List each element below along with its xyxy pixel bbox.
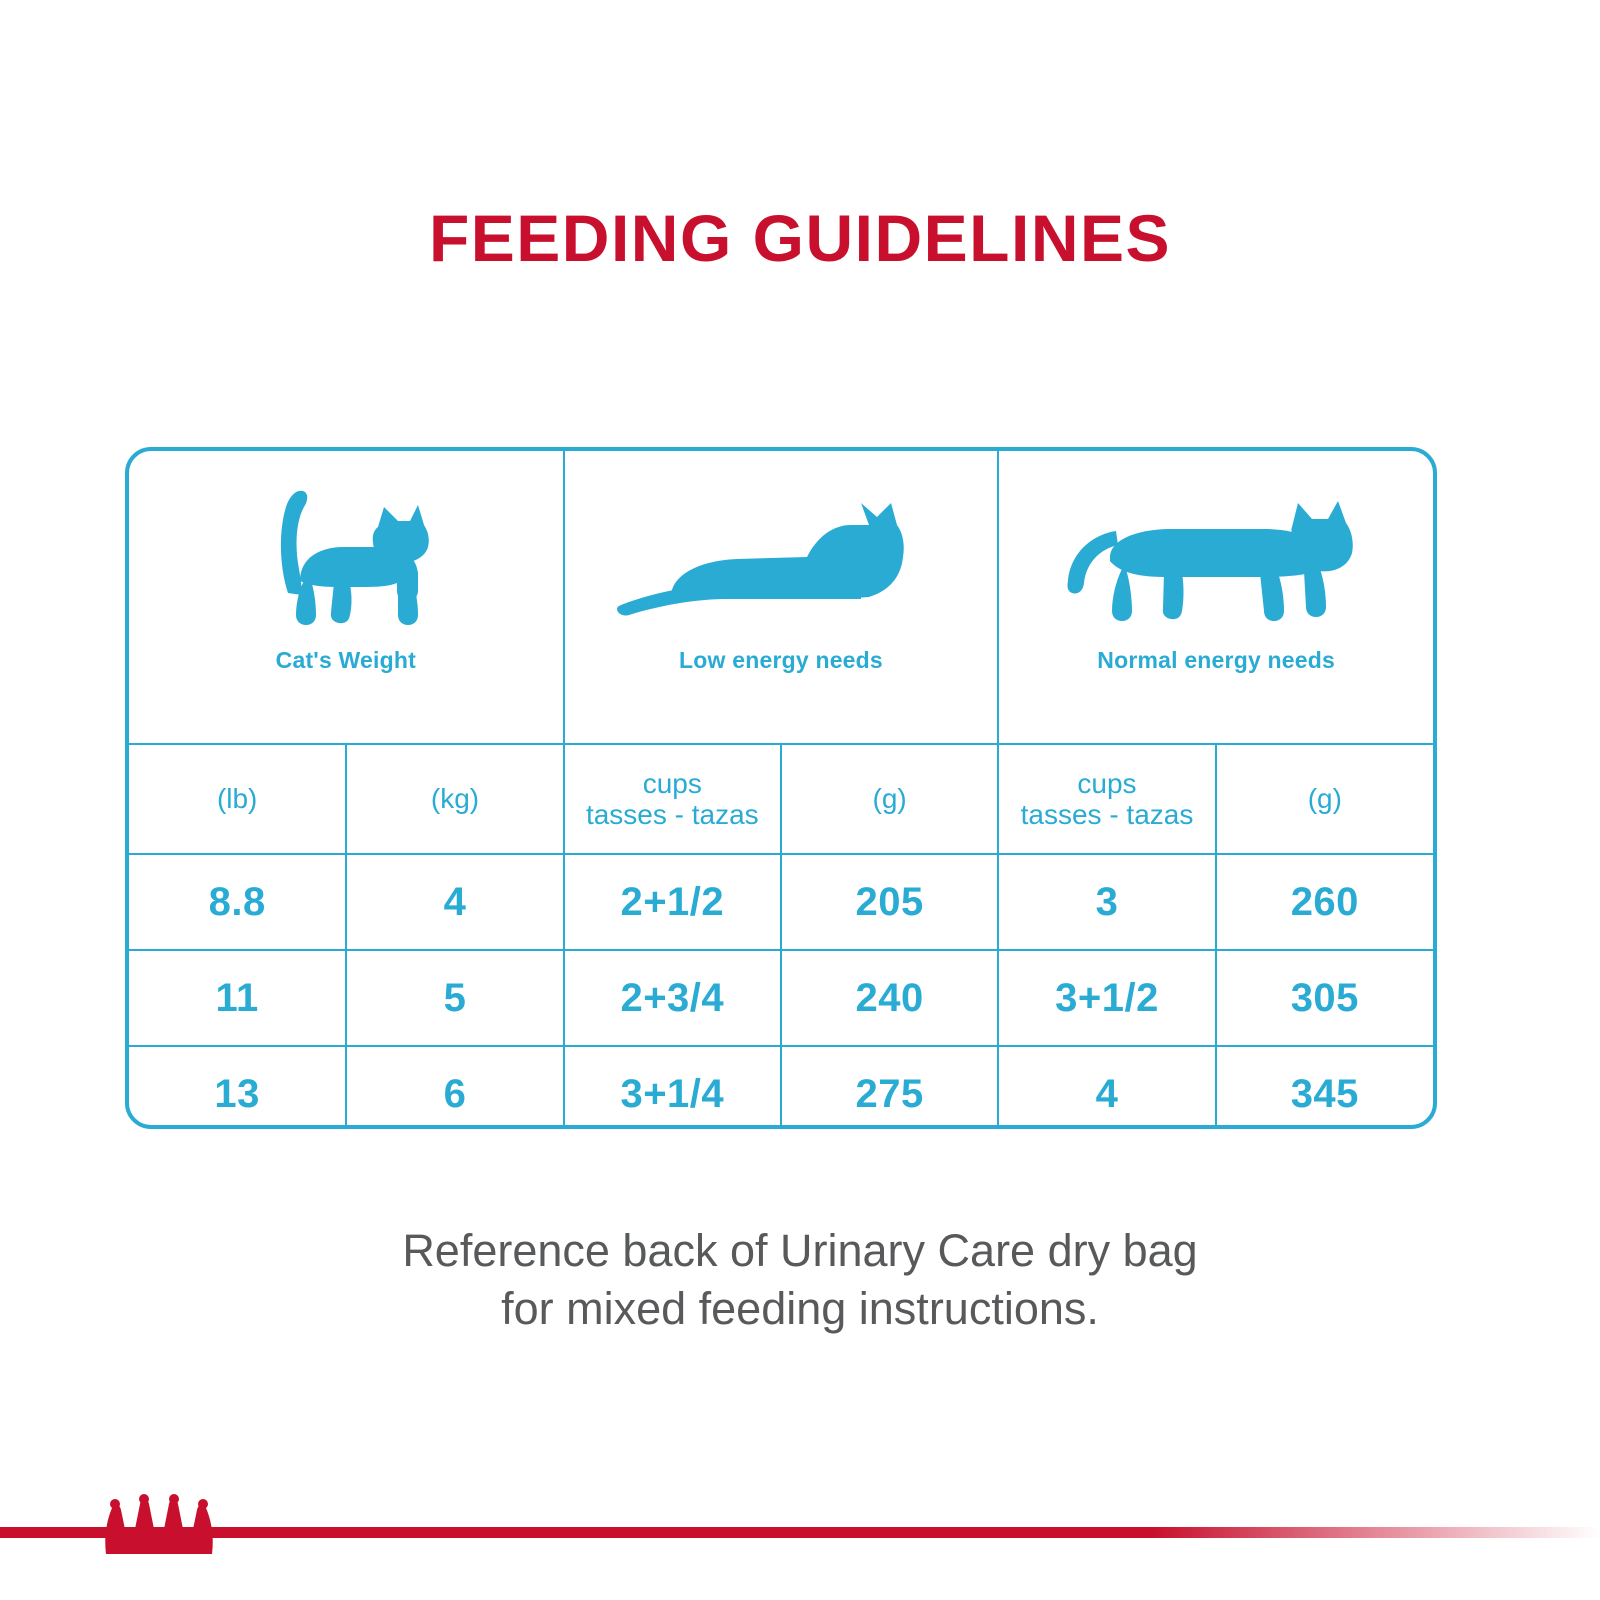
- cell-normal-cups: 4: [998, 1046, 1215, 1129]
- column-header-normal-g: [1216, 744, 1433, 854]
- icon-header-label: Cat's Weight: [275, 647, 416, 673]
- header-cell-cats-weight: [129, 451, 564, 744]
- cell-kg: 4: [346, 854, 563, 950]
- cell-normal-cups: 3+1/2: [998, 950, 1215, 1046]
- column-header-line2: tasses - tazas: [585, 799, 759, 830]
- cat-standing-icon: [258, 473, 434, 633]
- table-icon-header-row: [129, 451, 1433, 744]
- icon-header-label: Normal energy needs: [1097, 647, 1336, 673]
- cell-low-cups: 2+1/2: [564, 854, 781, 950]
- cell-lb: 8.8: [129, 854, 346, 950]
- column-header-low-cups: [564, 744, 781, 854]
- cell-kg: 5: [346, 950, 563, 1046]
- column-header-normal-cups: [998, 744, 1215, 854]
- column-header-line1: cups: [642, 767, 702, 799]
- cell-low-g: 205: [781, 854, 998, 950]
- cell-normal-cups: 3: [998, 854, 1215, 950]
- column-header-line1: (kg): [430, 783, 480, 815]
- table-column-header-row: [129, 744, 1433, 854]
- column-header-kg: [346, 744, 563, 854]
- cell-normal-g: 260: [1216, 854, 1433, 950]
- footnote-line-1: Reference back of Urinary Care dry bag: [402, 1225, 1198, 1276]
- cell-low-g: 275: [781, 1046, 998, 1129]
- cell-normal-g: 305: [1216, 950, 1433, 1046]
- table-row: [129, 1046, 1433, 1129]
- cell-kg: 6: [346, 1046, 563, 1129]
- column-header-line1: (lb): [216, 783, 258, 815]
- cell-lb: 11: [129, 950, 346, 1046]
- cell-normal-g: 345: [1216, 1046, 1433, 1129]
- cell-lb: 13: [129, 1046, 346, 1129]
- cell-low-g: 240: [781, 950, 998, 1046]
- column-header-line2: tasses - tazas: [1020, 799, 1194, 830]
- table-row: [129, 854, 1433, 950]
- royal-canin-crown-icon: [100, 1494, 220, 1560]
- column-header-lb: [129, 744, 346, 854]
- icon-header-label: Low energy needs: [679, 647, 883, 673]
- brand-bar: [0, 1527, 1600, 1538]
- header-cell-low-energy: [564, 451, 999, 744]
- column-header-line1: (g): [1307, 783, 1342, 815]
- cell-low-cups: 2+3/4: [564, 950, 781, 1046]
- cat-lying-icon: [611, 473, 951, 633]
- cell-low-cups: 3+1/4: [564, 1046, 781, 1129]
- cat-walking-icon: [1056, 473, 1376, 633]
- column-header-low-g: [781, 744, 998, 854]
- footnote: [0, 1222, 1600, 1337]
- table-row: [129, 950, 1433, 1046]
- footnote-line-2: for mixed feeding instructions.: [501, 1282, 1099, 1334]
- column-header-line1: cups: [1077, 767, 1137, 799]
- feeding-guidelines-table: [125, 447, 1437, 1129]
- column-header-line1: (g): [872, 783, 907, 815]
- header-cell-normal-energy: [998, 451, 1433, 744]
- page-title: FEEDING GUIDELINES: [428, 201, 1172, 275]
